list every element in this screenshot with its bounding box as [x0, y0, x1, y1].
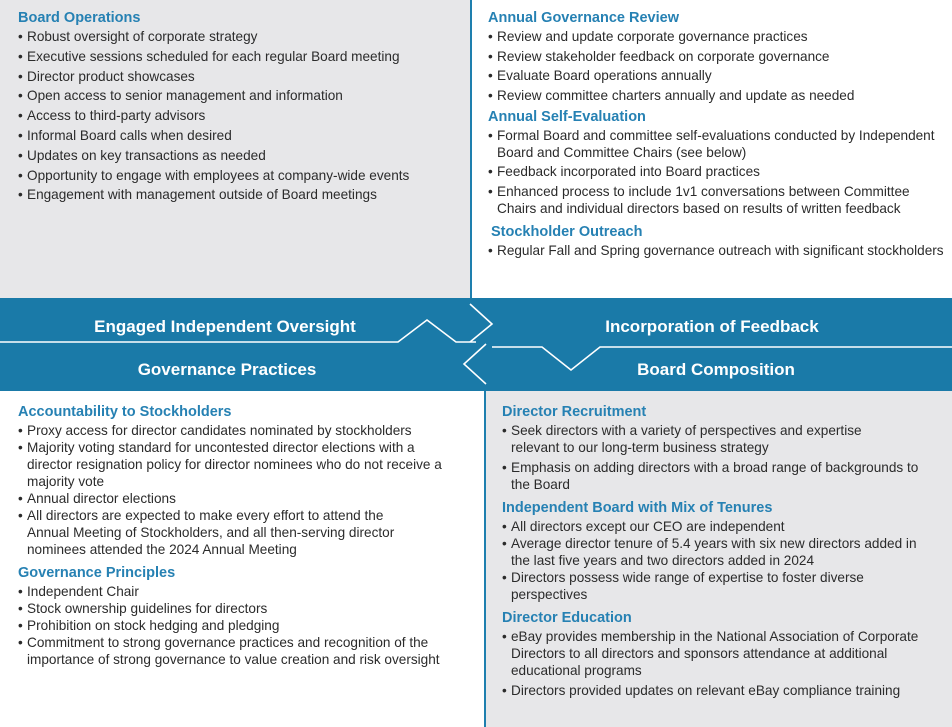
list-item: • Feedback incorporated into Board practices [488, 163, 952, 180]
list-item: • Review and update corporate governance practices [488, 28, 952, 45]
list-item: • Enhanced process to include 1v1 conversations between Committee Chairs and individual directors based on results of written feedback [488, 183, 952, 217]
list-item: • Formal Board and committee self-evaluations conducted by Independent Board and Committee Chairs (see below) [488, 127, 952, 161]
bullet-list [488, 28, 952, 104]
section-heading: Annual Governance Review [488, 10, 679, 26]
bullet-list [18, 583, 482, 668]
list-item: • Emphasis on adding directors with a broad range of backgrounds to the Board [502, 459, 931, 493]
bullet-list [502, 628, 952, 699]
list-item: • Proxy access for director candidates nominated by stockholders [18, 422, 482, 439]
list-item: • Robust oversight of corporate strategy [18, 28, 470, 45]
section-heading: Board Operations [18, 10, 141, 26]
list-item: • Open access to senior management and information [18, 87, 470, 104]
list-item: • Review committee charters annually and update as needed [488, 87, 952, 104]
board-operations-panel [0, 0, 470, 298]
list-item: • Evaluate Board operations annually [488, 67, 952, 84]
list-item: • Prohibition on stock hedging and pledging [18, 617, 482, 634]
list-item: • Review stakeholder feedback on corporate governance [488, 48, 952, 65]
section-heading: Accountability to Stockholders [18, 404, 232, 420]
section-heading: Director Recruitment [502, 404, 647, 420]
band-label-governance-practices: Governance Practices [137, 360, 317, 379]
band-label-oversight: Engaged Independent Oversight [94, 317, 356, 336]
list-item: • Directors possess wide range of expertise to foster diverse perspectives [502, 569, 891, 603]
list-item: • Majority voting standard for uncontested director elections with a director resignation policy for director nominees who do not receive a majority vote [18, 439, 452, 490]
section-heading: Independent Board with Mix of Tenures [502, 500, 773, 516]
list-item: • Commitment to strong governance practices and recognition of the importance of strong governance to value creation and risk oversight [18, 634, 442, 668]
list-item: • Executive sessions scheduled for each regular Board meeting [18, 48, 470, 65]
list-item: • Director product showcases [18, 68, 470, 85]
divider-top [470, 0, 472, 298]
list-item: • Directors provided updates on relevant eBay compliance training [502, 682, 952, 699]
list-item: • Stock ownership guidelines for directors [18, 600, 482, 617]
bullet-list [488, 127, 952, 217]
list-item: • Opportunity to engage with employees at company-wide events [18, 167, 470, 184]
bullet-list [488, 242, 952, 259]
list-item: • Engagement with management outside of Board meetings [18, 186, 470, 203]
list-item: • Updates on key transactions as needed [18, 147, 470, 164]
section-heading: Stockholder Outreach [491, 223, 643, 240]
board-composition-panel [486, 391, 952, 727]
list-item: • Access to third-party advisors [18, 107, 470, 124]
governance-practices-panel [0, 391, 482, 727]
list-item: • Independent Chair [18, 583, 482, 600]
bullet-list [502, 422, 952, 493]
list-item: • eBay provides membership in the National Association of Corporate Directors to all directors and sponsors attendance at additional educational programs [502, 628, 921, 679]
section-heading: Governance Principles [18, 565, 176, 581]
list-item: • All directors are expected to make every effort to attend the Annual Meeting of Stockholders, and all then-serving director nominees attended the 2024 Annual Meeting [18, 507, 422, 558]
section-heading: Annual Self-Evaluation [488, 108, 646, 125]
list-item: • Average director tenure of 5.4 years with six new directors added in the last five years and two directors added in 2024 [502, 535, 931, 569]
bullet-list [18, 28, 470, 203]
bullet-list [502, 518, 952, 603]
section-heading: Director Education [502, 610, 632, 626]
list-item: • All directors except our CEO are independent [502, 518, 952, 535]
list-item: • Seek directors with a variety of perspectives and expertise relevant to our long-term business strategy [502, 422, 896, 456]
list-item: • Regular Fall and Spring governance outreach with significant stockholders [488, 242, 952, 259]
list-item: • Annual director elections [18, 490, 482, 507]
feedback-panel [472, 0, 952, 298]
band-label-board-composition: Board Composition [637, 360, 795, 379]
list-item: • Informal Board calls when desired [18, 127, 470, 144]
bullet-list [18, 422, 482, 558]
band-label-feedback: Incorporation of Feedback [605, 317, 819, 336]
